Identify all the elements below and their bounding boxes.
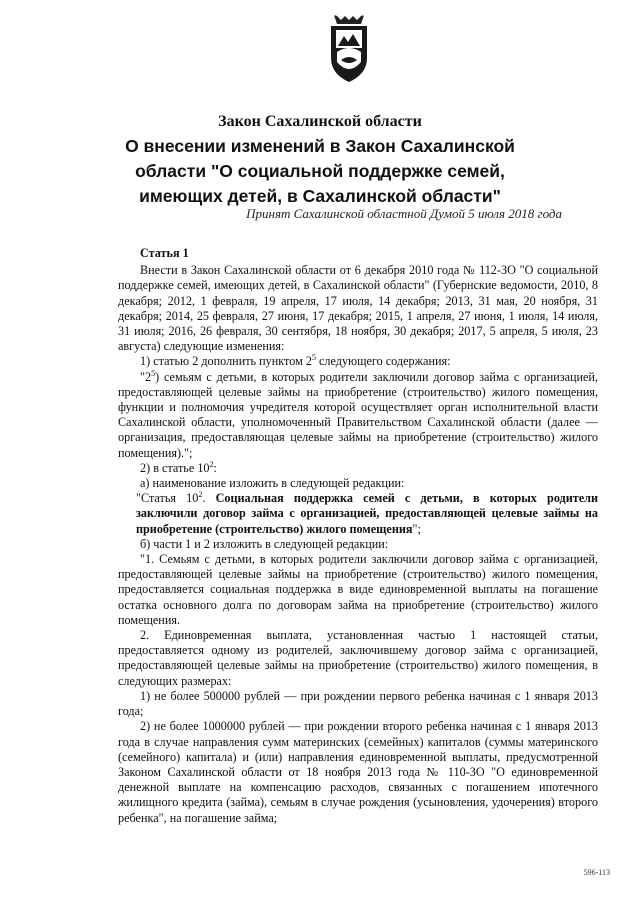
- paragraph: 2. Единовременная выплата, установленная частью 1 настоящей статьи, предоставляется одному из родителей, заключившему договор займа с организацией, предоставляющей целевые займы на приобретение (строительство) жилого помещения, в следующих размерах:: [118, 628, 598, 688]
- new-article-title: [136, 491, 598, 537]
- article-intro: Внести в Закон Сахалинской области от 6 декабря 2010 года № 112-ЗО "О социальной поддержке семей, имеющих детей, в Сахалинской области" (Губернские ведомости, 2010, 8 декабря; 2012, 1 февраля, 19 апреля, 17 июля, 14 декабря; 2013, 31 мая, 20 ноября, 31 декабря; 2014, 25 февраля, 27 июня, 17 декабря; 2015, 1 апреля, 27 июня, 1 июля, 14 июля, 31 июля; 2016, 26 февраля, 30 сентября, 18 ноября, 30 декабря; 2017, 5 апреля, 5 июля, 23 августа) следующие изменения:: [118, 263, 598, 354]
- text-span: "2: [140, 369, 152, 384]
- bold-title: Социальная поддержка семей с детьми, в которых родители заключили договор займа с организацией, предоставляющей целевые займы на приобретение (строительство) жилого помещения: [136, 491, 598, 536]
- superscript: 5: [151, 368, 156, 378]
- sub-item: 1) не более 500000 рублей — при рождении первого ребенка начиная с 1 января 2013 года;: [118, 688, 598, 719]
- page-code: 596-113: [583, 868, 610, 877]
- sub-item: 2) не более 1000000 рублей — при рождении второго ребенка начиная с 1 января 2013 года в случае направления сумм материнских (семейных) капиталов (суммы материнского (семейного) капитала) и (или) направления единовременной выплаты, предусмотренной Законом Сахалинской области от 18 ноября 2013 года № 110-ЗО "О единовременной денежной выплате на компенсацию расходов, связанных с погашением ипотечного жилищного кредита (займа), семьям в случае рождения (усыновления, удочерения) второго ребенка", на погашение займа;: [118, 719, 598, 825]
- superscript: 2: [209, 459, 214, 469]
- superscript: 2: [198, 490, 203, 500]
- text-span: 2) в статье 10: [140, 460, 210, 475]
- title-line: О внесении изменений в Закон Сахалинской: [125, 136, 515, 156]
- document-title: [60, 112, 580, 207]
- text-span: 1) статью 2 дополнить пунктом 2: [140, 354, 312, 369]
- coat-of-arms-icon: [327, 14, 371, 86]
- text-span: .: [202, 491, 216, 506]
- text-span: "Статья 10: [136, 491, 199, 506]
- list-item: а) наименование изложить в следующей редакции:: [140, 476, 405, 491]
- document-body: [118, 246, 598, 826]
- list-item: б) части 1 и 2 изложить в следующей редакции:: [140, 536, 389, 551]
- text-span: ) семьям с детьми, в которых родители заключили договор займа с организацией, предоставляющей целевые займы на приобретение (строительство) жилого помещения, функции и полномочия учредителя которой осуществляет орган исполнительной власти Сахалинской области, уполномоченный Правительством Сахалинской области (далее — организация, предоставляющая целевые займы на приобретение (строительство) жилого помещения).";: [118, 369, 598, 460]
- paragraph: "1. Семьям с детьми, в которых родители заключили договор займа с организацией, предоставляющей целевые займы на приобретение (строительство) жилого помещения, предоставляется социальная поддержка в виде единовременной выплаты на погашение остатка основного долга по договорам займа на приобретение (строительство) жилого помещения.: [118, 552, 598, 627]
- list-item: [118, 461, 598, 476]
- title-line: имеющих детей, в Сахалинской области": [139, 186, 501, 206]
- adoption-note: Принят Сахалинской областной Думой 5 июля 2018 года: [246, 206, 562, 221]
- text-span: ";: [412, 521, 421, 536]
- article-heading: Статья 1: [140, 246, 189, 260]
- list-item: [118, 354, 598, 369]
- quoted-paragraph: [118, 370, 598, 461]
- superscript: 5: [311, 353, 316, 363]
- law-name: Закон Сахалинской области: [218, 113, 422, 130]
- text-span: следующего содержания:: [315, 354, 451, 369]
- text-span: :: [213, 460, 217, 475]
- title-line: области "О социальной поддержке семей,: [135, 161, 505, 181]
